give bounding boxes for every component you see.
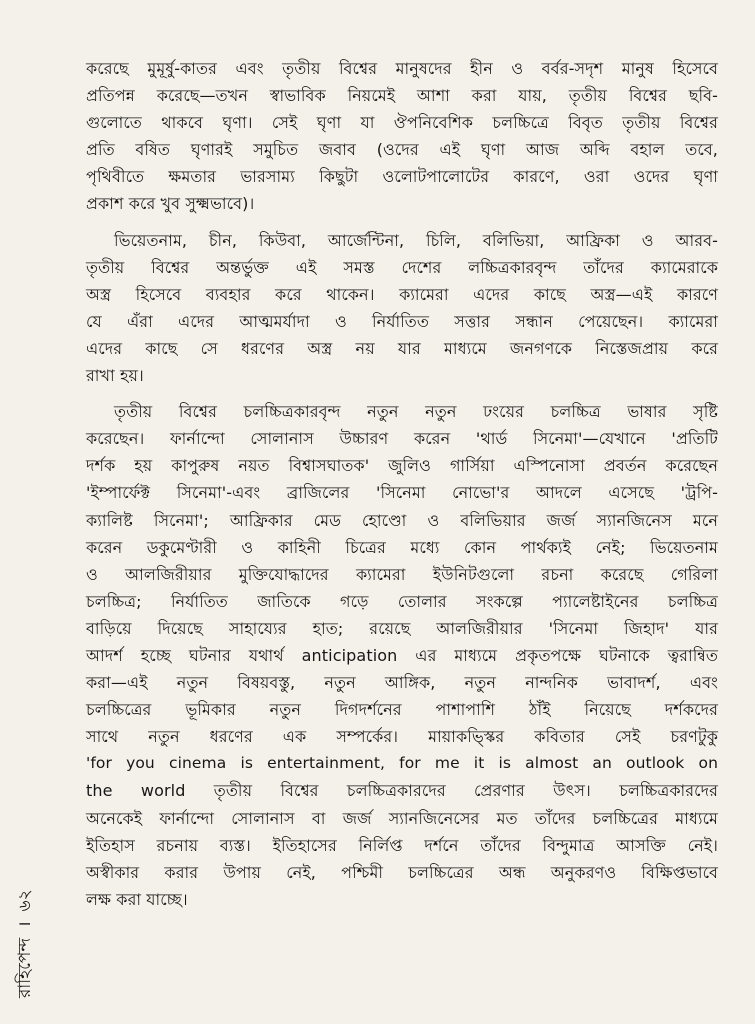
text-line: অস্বীকার করার উপায় নেই, পশ্চিমী চলচ্চিত্রের অন্ধ অনুকরণও বিক্ষিপ্তভাবে — [86, 862, 718, 882]
paragraph-2 — [86, 227, 718, 390]
text-line: পৃথিবীতে ক্ষমতার ভারসাম্য কিছুটা ওলোটপালোটের কারণে, ওরা ওদের ঘৃণা — [86, 167, 718, 187]
text-line: প্রতিপন্ন করেছে—তখন স্বাভাবিক নিয়মেই আশা করা যায়, তৃতীয় বিশ্বের ছবি- — [86, 86, 718, 106]
paragraph-1 — [86, 55, 718, 218]
text-line: আদর্শ হচ্ছে ঘটনার যথার্থ anticipation এর মাধ্যমে প্রকৃতপক্ষে ঘটনাকে ত্বরান্বিত — [86, 645, 718, 665]
text-line: বাড়িয়ে দিয়েছে সাহায্যের হাত; রয়েছে আলজিরীয়ার 'সিনেমা জিহাদ' যার — [86, 618, 718, 638]
text-line: ও আলজিরীয়ার মুক্তিযোদ্ধাদের ক্যামেরা ইউনিটগুলো রচনা করেছে গেরিলা — [86, 564, 718, 584]
page-footer — [12, 858, 40, 998]
text-line: করেছেন। ফার্নান্দো সোলানাস উচ্চারণ করেন 'থার্ড সিনেমা'—যেখানে 'প্রতিটি — [86, 429, 718, 449]
text-line: রাখা হয়। — [86, 366, 144, 386]
footer-rotated — [12, 848, 38, 998]
text-line: গুলোতে থাকবে ঘৃণা। সেই ঘৃণা যা ঔপনিবেশিক চলচ্চিত্রে বিবৃত তৃতীয় বিশ্বের — [86, 113, 718, 133]
text-line: করেছে মুমূর্ষু-কাতর এবং তৃতীয় বিশ্বের মানুষদের হীন ও বর্বর-সদৃশ মানুষ হিসেবে — [86, 59, 718, 78]
text-line: লক্ষ করা যাচ্ছে। — [86, 889, 188, 909]
text-line: সাথে নতুন ধরণের এক সম্পর্কের। মায়াকভ্স্কির কবিতার সেই চরণটুকু — [86, 727, 718, 747]
text-line: দর্শক হয় কাপুরুষ নয়ত বিশ্বাসঘাতক' জুলিও গার্সিয়া এস্পিনোসা প্রবর্তন করেছেন — [86, 456, 718, 476]
text-line: অনেকেই ফার্নান্দো সোলানাস বা জর্জ স্যানজিনেসের মত তাঁদের চলচ্চিত্রের মাধ্যমে — [86, 808, 718, 828]
text-line: 'for you cinema is entertainment, for me it is almost an outlook on — [86, 754, 718, 773]
text-line: ক্যালিষ্ট সিনেমা'; আফ্রিকার মেড হোণ্ডো ও বলিভিয়ার জর্জ স্যানজিনেস মনে — [86, 510, 718, 530]
text-line: তৃতীয় বিশ্বের চলচ্চিত্রকারবৃন্দ নতুন নতুন ঢংয়ের চলচ্চিত্র ভাষার সৃষ্টি — [114, 402, 718, 422]
text-line: অস্ত্র হিসেবে ব্যবহার করে থাকেন। ক্যামেরা এদের কাছে অস্ত্র—এই কারণে — [86, 284, 718, 304]
text-line: প্রতি বষিত ঘৃণারই সমুচিত জবাব (ওদের এই ঘৃণা আজ অব্দি বহাল তবে, — [86, 140, 718, 160]
footer-separator: । — [15, 921, 35, 928]
paragraph-3 — [86, 398, 718, 913]
text-line: এদের কাছে সে ধরণের অস্ত্র নয় যার মাধ্যমে জনগণকে নিস্তেজপ্রায় করে — [86, 338, 718, 358]
text-line: তৃতীয় বিশ্বের অন্তর্ভুক্ত এই সমস্ত দেশের লচ্চিত্রকারবৃন্দ তাঁদের ক্যামেরাকে — [86, 257, 718, 277]
page-number: ৬২ — [15, 889, 35, 912]
text-line: 'ইম্পার্ফেক্ট সিনেমা'-এবং ব্রাজিলের 'সিনেমা নোভো'র আদলে এসেছে 'ট্রপি- — [86, 483, 718, 503]
text-line: করেন ডকুমেণ্টারী ও কাহিনী চিত্রের মধ্যে কোন পার্থক্যই নেই; ভিয়েতনাম — [86, 537, 718, 557]
text-line: যে এঁরা এদের আত্মমর্যাদা ও নির্যাতিত সত্তার সন্ধান পেয়েছেন। ক্যামেরা — [86, 311, 718, 331]
text-line: চলচ্চিত্র; নির্যাতিত জাতিকে গড়ে তোলার সংকল্পে প্যালেষ্টাইনের চলচ্চিত্র — [86, 591, 718, 611]
text-line: ভিয়েতনাম, চীন, কিউবা, আর্জেন্টিনা, চিলি, বলিভিয়া, আফ্রিকা ও আরব- — [114, 230, 718, 250]
publication-name: রাহিপেন্দ — [15, 937, 35, 998]
text-line: প্রকাশ করে খুব সুক্ষ্মভাবে)। — [86, 194, 255, 214]
body-text — [86, 55, 718, 913]
text-line: the world তৃতীয় বিশ্বের চলচ্চিত্রকারদের প্রেরণার উৎস। চলচ্চিত্রকারদের — [86, 781, 718, 801]
text-line: চলচ্চিত্রের ভূমিকার নতুন দিগদর্শনের পাশাপাশি ঠাঁই নিয়েছে দর্শকদের — [86, 700, 718, 720]
text-line: ইতিহাস রচনায় ব্যস্ত। ইতিহাসের নির্লিপ্ত দর্শনে তাঁদের বিন্দুমাত্র আসক্তি নেই। — [86, 835, 718, 855]
text-line: করা—এই নতুন বিষয়বস্তু, নতুন আঙ্গিক, নতুন নান্দনিক ভাবাদর্শ, এবং — [86, 673, 718, 693]
